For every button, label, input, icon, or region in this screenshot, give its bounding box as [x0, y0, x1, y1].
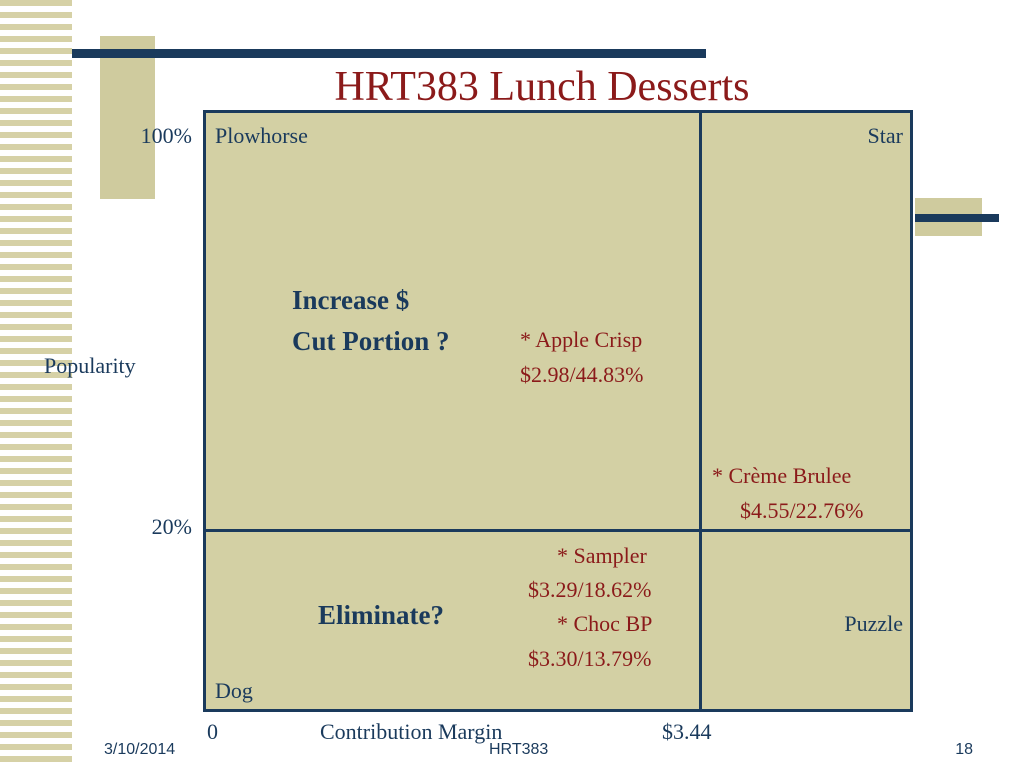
matrix-horizontal-divider — [203, 529, 913, 532]
matrix-vertical-divider — [699, 110, 702, 712]
slide-title: HRT383 Lunch Desserts — [334, 64, 750, 110]
quadrant-label-dog: Dog — [215, 678, 253, 703]
item-choc-bp-name: * Choc BP — [557, 611, 653, 636]
footer-date: 3/10/2014 — [104, 741, 176, 758]
x-axis-start-tick: 0 — [207, 719, 218, 744]
decor-bar-top — [72, 49, 706, 58]
decor-bar-right — [915, 214, 999, 222]
x-axis-end-tick: $3.44 — [662, 719, 712, 744]
dog-action: Eliminate? — [318, 600, 444, 630]
striped-margin-decoration — [0, 0, 72, 768]
item-choc-bp-value: $3.30/13.79% — [528, 646, 652, 671]
quadrant-label-puzzle: Puzzle — [844, 611, 903, 636]
item-apple-crisp-value: $2.98/44.83% — [520, 362, 644, 387]
quadrant-label-plowhorse: Plowhorse — [215, 123, 308, 148]
quadrant-label-star: Star — [867, 123, 903, 148]
y-axis-mid-tick: 20% — [151, 514, 192, 539]
y-axis-label: Popularity — [44, 353, 136, 378]
y-axis-top-tick: 100% — [140, 123, 192, 148]
decor-block-top-left — [100, 36, 155, 199]
item-apple-crisp-name: * Apple Crisp — [520, 327, 643, 352]
item-creme-brulee-value: $4.55/22.76% — [740, 498, 864, 523]
item-sampler-name: * Sampler — [557, 543, 647, 568]
plowhorse-action-line-2: Cut Portion ? — [292, 326, 450, 356]
footer-course: HRT383 — [489, 741, 549, 758]
plowhorse-action-line-1: Increase $ — [292, 285, 410, 315]
x-axis-label: Contribution Margin — [320, 719, 503, 744]
footer-page-number: 18 — [955, 741, 973, 758]
item-creme-brulee-name: * Crème Brulee — [712, 463, 852, 488]
item-sampler-value: $3.29/18.62% — [528, 577, 652, 602]
